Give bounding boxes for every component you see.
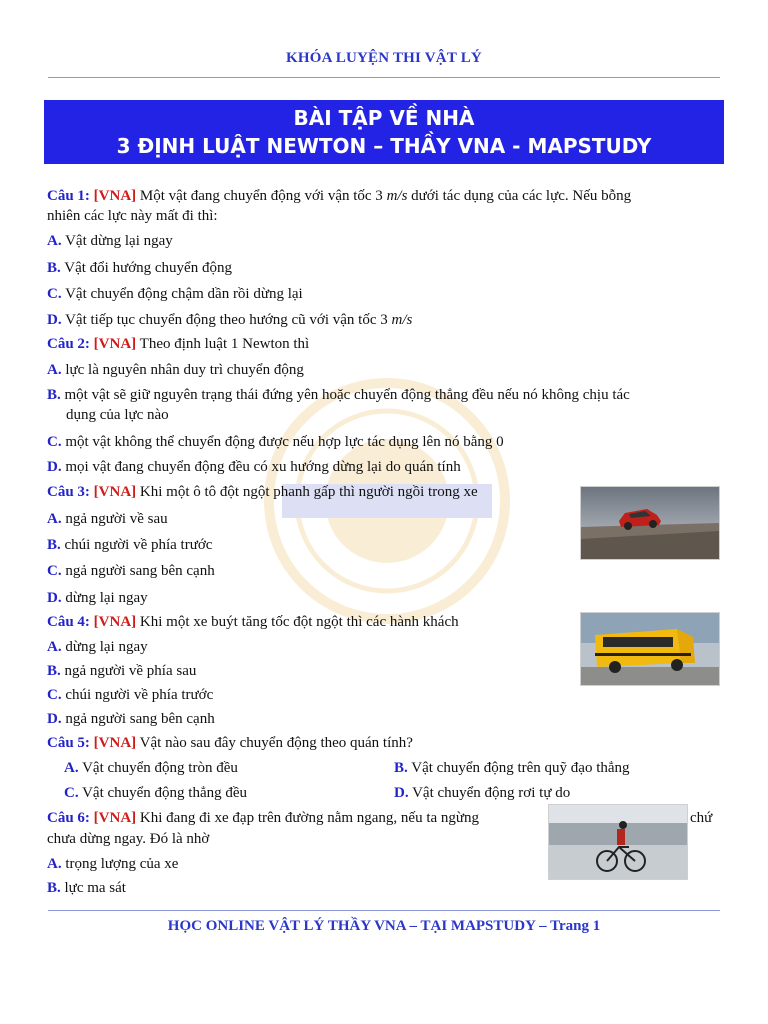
car-braking-photo (580, 486, 720, 560)
q2-option-b: B. một vật sẽ giữ nguyên trạng thái đứng yên hoặc chuyển động thẳng đều nếu nó không chịu tác (47, 387, 630, 403)
q3-option-a: A. ngả người về sau (47, 511, 168, 527)
q6-line-1: Câu 6: [VNA] Khi đang đi xe đạp trên đường nằm ngang, nếu ta ngừng (47, 810, 480, 826)
q6-option-a: A. trọng lượng của xe (47, 856, 179, 872)
q4-line-1: Câu 4: [VNA] Khi một xe buýt tăng tốc đột ngột thì các hành khách (47, 614, 459, 630)
banner-line-1: BÀI TẬP VỀ NHÀ (293, 106, 475, 130)
bicycle-photo (548, 804, 688, 880)
q2-option-d: D. mọi vật đang chuyển động đều có xu hướng dừng lại do quán tính (47, 459, 461, 475)
q3-option-d: D. dừng lại ngay (47, 590, 148, 606)
q1-label: Câu 1: (47, 188, 90, 204)
q3-line-1: Câu 3: [VNA] Khi một ô tô đột ngột phanh gấp thì người ngồi trong xe (47, 484, 478, 500)
q5-option-c: C. Vật chuyển động thẳng đều (64, 785, 248, 801)
q6-line-2: chưa dừng ngay. Đó là nhờ (47, 831, 210, 847)
q6-option-b: B. lực ma sát (47, 880, 126, 896)
title-banner (44, 100, 724, 164)
q1-option-b: B. Vật đổi hướng chuyển động (47, 260, 232, 276)
q1-option-d: D. Vật tiếp tục chuyển động theo hướng cũ với vận tốc 3 m/s (47, 312, 413, 328)
q2-option-c: C. một vật không thể chuyển động được nếu hợp lực tác dụng lên nó bằng 0 (47, 434, 504, 450)
banner-line-2: 3 ĐỊNH LUẬT NEWTON – THẦY VNA - MAPSTUDY (116, 134, 652, 158)
q6-line-1-end: chứ (690, 810, 713, 826)
q4-option-d: D. ngả người sang bên cạnh (47, 711, 215, 727)
q2-option-b-cont: dụng của lực nào (66, 407, 169, 423)
q5-option-d: D. Vật chuyển động rơi tự do (394, 785, 571, 801)
q4-option-a: A. dừng lại ngay (47, 639, 148, 655)
q1-line-1: Câu 1: [VNA] Một vật đang chuyển động với vận tốc 3 m/s dưới tác dụng của các lực. Nếu bỗng (47, 188, 632, 204)
q3-option-b: B. chúi người về phía trước (47, 537, 213, 553)
header-title: KHÓA LUYỆN THI VẬT LÝ (286, 50, 482, 66)
q3-option-c: C. ngả người sang bên cạnh (47, 563, 215, 579)
school-bus-photo (580, 612, 720, 686)
q5-option-b: B. Vật chuyển động trên quỹ đạo thẳng (394, 760, 630, 776)
q1-tag: [VNA] (93, 188, 137, 204)
q1-option-a: A. Vật dừng lại ngay (47, 233, 173, 249)
footer-text: HỌC ONLINE VẬT LÝ THẦY VNA – TẠI MAPSTUDY – Trang 1 (167, 918, 601, 934)
q1-option-c: C. Vật chuyển động chậm dần rồi dừng lại (47, 286, 303, 302)
q4-option-b: B. ngả người về phía sau (47, 663, 197, 679)
header-rule (48, 77, 720, 78)
q2-line-1: Câu 2: [VNA] Theo định luật 1 Newton thì (47, 336, 310, 352)
q2-option-a: A. lực là nguyên nhân duy trì chuyển động (47, 362, 304, 378)
q5-option-a: A. Vật chuyển động tròn đều (64, 760, 238, 776)
q4-option-c: C. chúi người về phía trước (47, 687, 214, 703)
q1-line-2: nhiên các lực này mất đi thì: (47, 208, 218, 224)
q5-line-1: Câu 5: [VNA] Vật nào sau đây chuyển động theo quán tính? (47, 735, 413, 751)
footer-rule (48, 910, 720, 911)
